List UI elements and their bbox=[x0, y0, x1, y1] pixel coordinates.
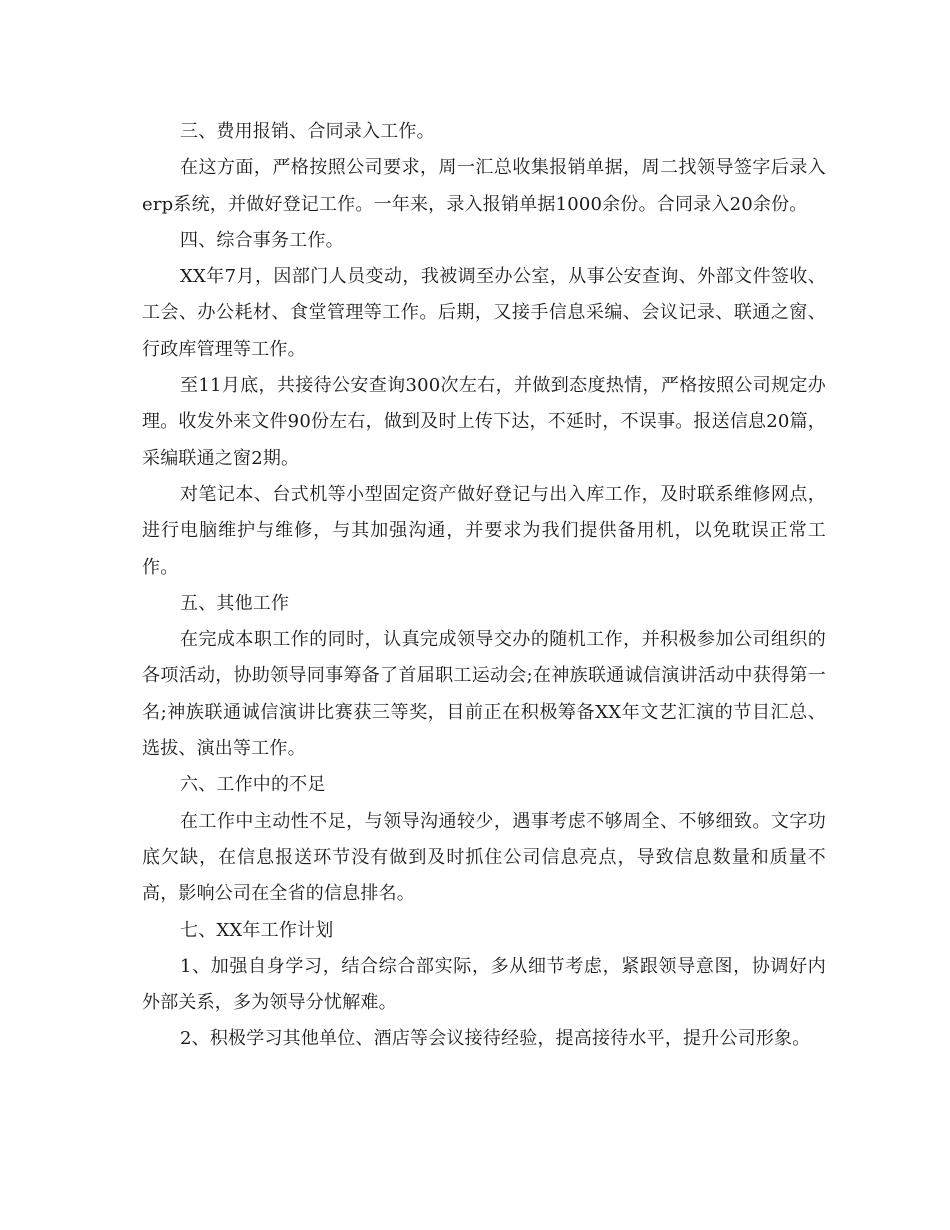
section-heading-shortcomings: 六、工作中的不足 bbox=[180, 774, 326, 796]
section-heading-expense: 三、费用报销、合同录入工作。 bbox=[180, 121, 435, 142]
paragraph-plan-item-2: 2、积极学习其他单位、酒店等会议接待经验，提高接待水平，提升公司形象。 bbox=[180, 1028, 811, 1050]
document-body bbox=[142, 114, 826, 1058]
paragraph-shortcomings: 在工作中主动性不足，与领导沟通较少，遇事考虑不够周全、不够细致。文字功底欠缺，在信息报送环节没有做到及时抓住公司信息亮点，导致信息数量和质量不高，影响公司在全省的信息排名。 bbox=[142, 810, 826, 905]
section-heading-other-work: 五、其他工作 bbox=[180, 592, 290, 614]
section-heading-general-affairs: 四、综合事务工作。 bbox=[180, 229, 344, 251]
paragraph-other-work: 在完成本职工作的同时，认真完成领导交办的随机工作，并积极参加公司组织的各项活动，协助领导同事筹备了首届职工运动会;在神族联通诚信演讲活动中获得第一名;神族联通诚信演讲比赛获三等奖，目前正在积极筹备XX年文艺汇演的节目汇总、选拔、演出等工作。 bbox=[142, 629, 826, 760]
paragraph-assets: 对笔记本、台式机等小型固定资产做好登记与出入库工作，及时联系维修网点，进行电脑维护与维修，与其加强沟通，并要求为我们提供备用机，以免耽误正常工作。 bbox=[142, 483, 826, 578]
paragraph-statistics: 至11月底，共接待公安查询300次左右，并做到态度热情，严格按照公司规定办理。收发外来文件90份左右，做到及时上传下达，不延时，不误事。报送信息20篇，采编联通之窗2期。 bbox=[142, 375, 826, 469]
paragraph-plan-item-1: 1、加强自身学习，结合综合部实际，多从细节考虑，紧跟领导意图，协调好内外部关系，多为领导分忧解难。 bbox=[142, 955, 826, 1014]
section-heading-work-plan: 七、XX年工作计划 bbox=[180, 919, 334, 941]
paragraph-expense: 在这方面，严格按照公司要求，周一汇总收集报销单据，周二找领导签字后录入erp系统，并做好登记工作。一年来，录入报销单据1000余份。合同录入20余份。 bbox=[142, 157, 826, 215]
paragraph-transfer: XX年7月，因部门人员变动，我被调至办公室，从事公安查询、外部文件签收、工会、办公耗材、食堂管理等工作。后期，又接手信息采编、会议记录、联通之窗、行政库管理等工作。 bbox=[142, 266, 826, 360]
